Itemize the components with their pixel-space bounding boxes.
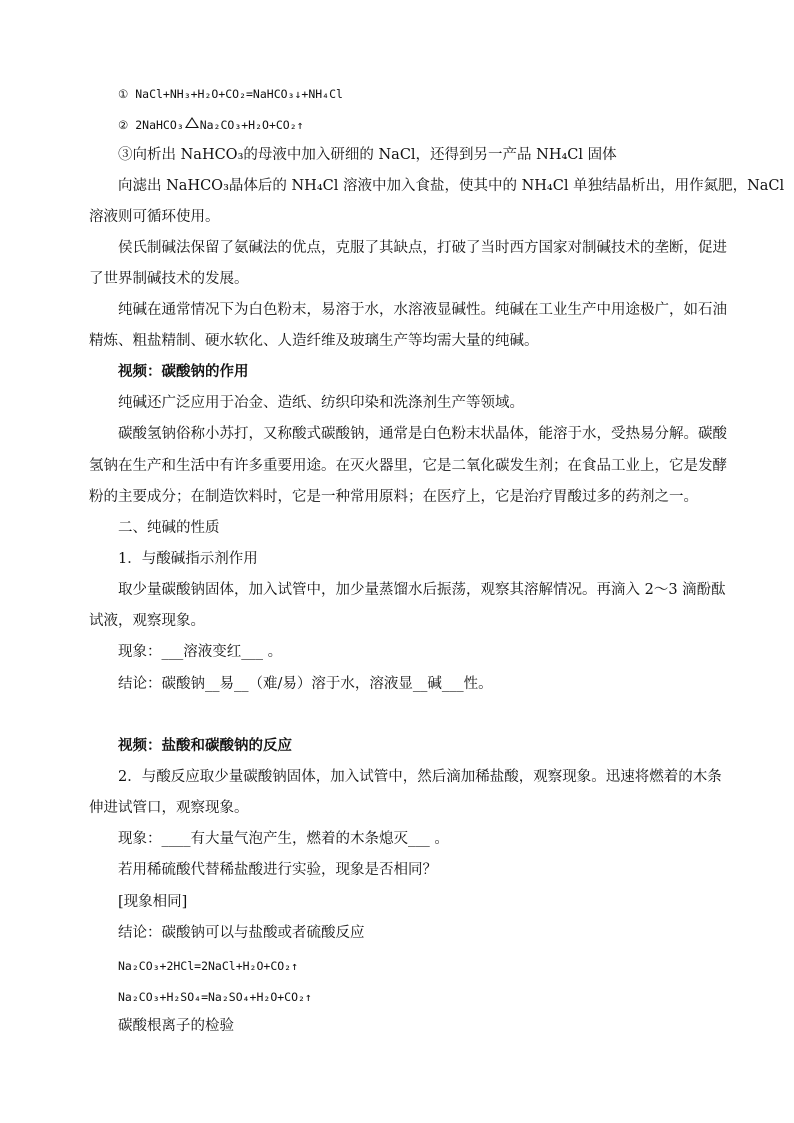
section-heading-video: 视频：碳酸钠的作用 xyxy=(118,363,249,380)
paragraph-line: 试液，观察现象。 xyxy=(89,613,205,629)
phenomenon-line: 现象：____有大量气泡产生，燃着的木条熄灭___ 。 xyxy=(118,831,449,847)
paragraph-line: 伸进试管口，观察现象。 xyxy=(89,800,249,816)
paragraph-line: 纯碱在通常情况下为白色粉末，易溶于水，水溶液显碱性。纯碱在工业生产中用途极广，如石油 xyxy=(118,302,727,318)
conclusion-line: 结论：碳酸钠可以与盐酸或者硫酸反应 xyxy=(118,925,365,941)
subsection-heading: 1．与酸碱指示剂作用 xyxy=(118,551,258,567)
paragraph-line: 氢钠在生产和生活中有许多重要用途。在灭火器里，它是二氧化碳发生剂；在食品工业上，它是发酵 xyxy=(89,458,727,474)
equation-2-reactant: ② 2NaHCO₃ xyxy=(118,118,184,132)
paragraph-line: 粉的主要成分；在制造饮料时，它是一种常用原料；在医疗上，它是治疗胃酸过多的药剂之一。 xyxy=(89,489,698,505)
heat-triangle-icon xyxy=(185,117,199,128)
paragraph-line: 取少量碳酸钠固体，加入试管中，加少量蒸馏水后振荡，观察其溶解情况。再滴入 2～3 滴酚酞 xyxy=(118,582,726,598)
answer-line: [现象相同] xyxy=(118,894,188,910)
paragraph-line: 向滤出 NaHCO₃晶体后的 NH₄Cl 溶液中加入食盐，使其中的 NH₄Cl 单独结晶析出，用作氮肥，NaCl xyxy=(118,178,785,194)
paragraph-line: ③向析出 NaHCO₃的母液中加入研细的 NaCl，还得到另一产品 NH₄Cl 固体 xyxy=(118,147,617,163)
equation-3: Na₂CO₃+2HCl=2NaCl+H₂O+CO₂↑ xyxy=(118,959,299,973)
conclusion-line: 结论：碳酸钠__易__（难/易）溶于水，溶液显__碱___性。 xyxy=(118,676,493,692)
paragraph-line: 侯氏制碱法保留了氨碱法的优点，克服了其缺点，打破了当时西方国家对制碱技术的垄断，促进 xyxy=(118,240,727,256)
paragraph-line: 纯碱还广泛应用于冶金、造纸、纺织印染和洗涤剂生产等领域。 xyxy=(118,395,524,411)
phenomenon-line: 现象：___溶液变红___ 。 xyxy=(118,644,283,660)
paragraph-line: 碳酸氢钠俗称小苏打，又称酸式碳酸钠，通常是白色粉末状晶体，能溶于水，受热易分解。碳酸 xyxy=(118,426,727,442)
paragraph-line: 溶液则可循环使用。 xyxy=(89,209,220,225)
question-line: 若用稀硫酸代替稀盐酸进行实验，现象是否相同？ xyxy=(118,862,437,878)
equation-4: Na₂CO₃+H₂SO₄=Na₂SO₄+H₂O+CO₂↑ xyxy=(118,990,312,1004)
equation-2-products: Na₂CO₃+H₂O+CO₂↑ xyxy=(199,118,304,132)
paragraph-line: 2．与酸反应取少量碳酸钠固体，加入试管中，然后滴加稀盐酸，观察现象。迅速将燃着的木条 xyxy=(118,769,722,785)
equation-2 xyxy=(118,115,304,135)
paragraph-line: 了世界制碱技术的发展。 xyxy=(89,271,249,287)
equation-1: ① NaCl+NH₃+H₂O+CO₂=NaHCO₃↓+NH₄Cl xyxy=(118,87,343,101)
section-heading: 二、纯碱的性质 xyxy=(118,520,220,536)
section-heading: 碳酸根离子的检验 xyxy=(118,1018,234,1034)
paragraph-line: 精炼、粗盐精制、硬水软化、人造纤维及玻璃生产等均需大量的纯碱。 xyxy=(89,333,539,349)
section-heading-video: 视频：盐酸和碳酸钠的反应 xyxy=(118,737,292,754)
